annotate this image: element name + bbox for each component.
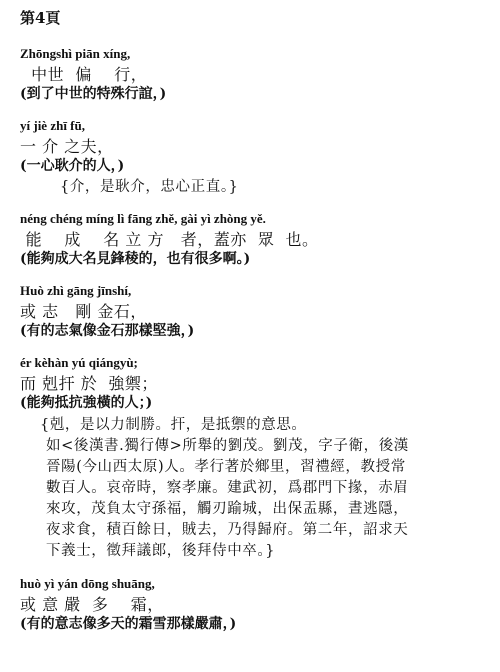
chinese-line: 而 剋扞 於 強禦； [20, 374, 158, 393]
translation-line: (一心耿介的人，) [20, 158, 125, 174]
translation-line: (有的意志像多天的霜雪那樣嚴肅，) [20, 616, 237, 632]
pinyin-line: néng chéng míng lì fāng zhě, gài yì zhòng yě. [20, 211, 266, 226]
translation-line: (能夠成大名見鋒稜的，也有很多啊。) [20, 251, 251, 267]
page-header: 第4頁 [20, 9, 61, 27]
chinese-line: 能 成 名 立 方 者，蓋亦 眾 也。 [20, 230, 319, 249]
pinyin-line: ér kèhàn yú qiángyù; [20, 355, 138, 370]
annotation-line: 如<後漢書.獨行傳>所舉的劉茂。劉茂，字子衛，後漢 [46, 438, 409, 454]
translation-line: (到了中世的特殊行誼，) [20, 86, 167, 102]
annotation-line: 晉陽(今山西太原)人。孝行著於鄉里，習禮經，教授常 [46, 459, 406, 475]
chinese-line: 中世 偏 行， [20, 65, 148, 84]
annotation-line: 夜求食，積百餘日，賊去，乃得歸府。第二年，詔求天 [46, 522, 409, 538]
pinyin-line: yí jiè zhī fū, [20, 118, 85, 133]
annotation-line: 來攻，茂負太守孫福，觸刃踰城，出保盂縣，晝逃隱， [46, 501, 409, 517]
translation-line: (有的志氣像金石那樣堅強，) [20, 323, 195, 339]
chinese-line: 或 志 剛 金石， [20, 302, 147, 321]
pinyin-line: Zhōngshì piān xíng, [20, 46, 131, 61]
annotation-line: {剋，是以力制勝。扞，是抵禦的意思。 [40, 417, 307, 433]
annotation-line: 數百人。哀帝時，察孝廉。建武初，爲郡門下掾，赤眉 [46, 480, 409, 496]
translation-line: (能夠抵抗強橫的人；) [20, 395, 153, 411]
annotation-line: 下義士，徵拜議郎，後拜侍中卒。} [46, 543, 276, 559]
pinyin-line: huò yì yán dōng shuāng, [20, 576, 155, 591]
annotation-line: {介，是耿介，忠心正直。} [60, 179, 239, 195]
chinese-line: 或 意 嚴 多 霜， [20, 595, 164, 614]
chinese-line: 一 介 之夫， [20, 137, 114, 156]
pinyin-line: Huò zhì gāng jīnshí, [20, 283, 132, 298]
